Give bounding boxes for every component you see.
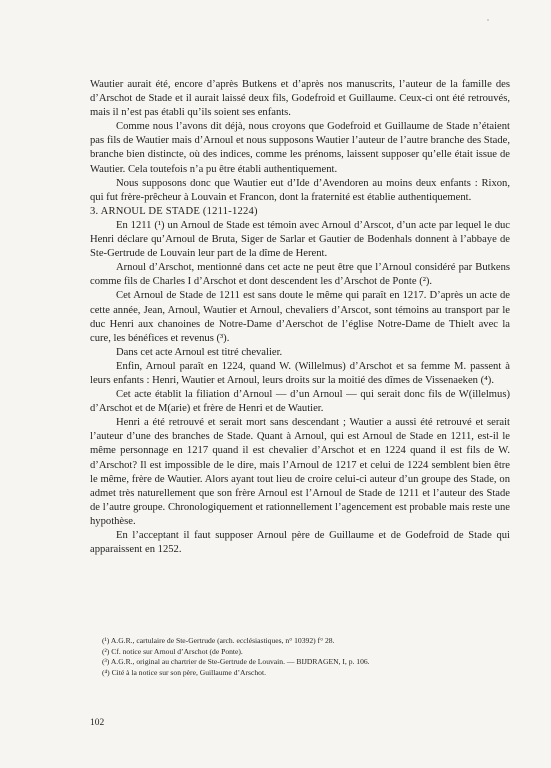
- paragraph: En 1211 (¹) un Arnoul de Stade est témoin avec Arnoul d’Arscot, d’un acte par lequel le duc Henri déclare qu’Arnoul de Bruta, Siger de Sarlar et Gautier de Bodenhals donnent à l’abbaye de Ste-Gertrude de Louvain leur part de la dîme de Herent.: [90, 219, 510, 260]
- paragraph: Henri a été retrouvé et serait mort sans descendant ; Wautier a aussi été retrouvé et serait l’auteur d’une des branches de Stade. Quant à Arnoul, qui est Arnoul de Stade en 1211, est-il le même personnage en 1217 quand il est chevalier d’Arschot et en 1224 quand il est fils de W. d’Arschot? Il est impossible de le dire, mais l’Arnoul de 1217 et celui de 1224 semblent bien être le même, frère de Wautier. Alors ayant tout lieu de croire celui-ci auteur d’un groupe des Stade, on admet très naturellement que son frère Arnoul est l’Arnoul de Stade de 1211 et l’auteur des Stade de l’autre groupe. Chronologiquement et rationnellement l’agencement est probable mais reste une hypothèse.: [90, 417, 510, 527]
- paragraph: Comme nous l’avons dit déjà, nous croyons que Godefroid et Guillaume de Stade n’étaient pas fils de Wautier mais d’Arnoul et nous supposons Wautier l’auteur de l’autre branche des Stade, branche bien distincte, où des indices, comme les prénoms, laissent supposer qu’elle était issue de Wautier. Cela toutefois n’a pu être établi authentiquement.: [90, 121, 510, 175]
- paragraph: En l’acceptant il faut supposer Arnoul père de Guillaume et de Godefroid de Stade qui apparaissent en 1252.: [90, 530, 510, 556]
- footnote: (³) A.G.R., original au chartrier de Ste-Gertrude de Louvain. — BIJDRAGEN, I, p. 106.: [102, 657, 370, 667]
- paragraph: Wautier aurait été, encore d’après Butkens et d’après nos manuscrits, l’auteur de la famille des d’Arschot de Stade et il aurait laissé deux fils, Godefroid et Guillaume. Ceux-ci ont été retrouvés, mais il n’est pas établi qu’ils soient ses enfants.: [90, 79, 510, 119]
- page-number: 102: [90, 718, 105, 728]
- footnotes: [90, 636, 510, 678]
- paragraph: Nous supposons donc que Wautier eut d’Ide d’Avendoren au moins deux enfants : Rixon, qui fut frère-prêcheur à Louvain et Francon, dont la fraternité est établie authentiquement.: [90, 177, 510, 203]
- paragraph: Arnoul d’Arschot, mentionné dans cet acte ne peut être que l’Arnoul considéré par Butkens comme fils de Charles I d’Arschot et dont descendent les d’Arschot de Ponte (²).: [90, 262, 510, 288]
- paragraph: Enfin, Arnoul paraît en 1224, quand W. (Willelmus) d’Arschot et sa femme M. passent à leurs enfants : Henri, Wautier et Arnoul, leurs droits sur la moitié des dîmes de Vissenaeken (⁴).: [90, 360, 510, 386]
- paragraph: Cet Arnoul de Stade de 1211 est sans doute le même qui paraît en 1217. D’après un acte de cette année, Jean, Arnoul, Wautier et Arnoul, chevaliers d’Arscot, sont témoins au transport par le duc Henri aux chanoines de Notre-Dame d’Aerschot de l’église Notre-Dame de Thielt avec la cure, les bénéfices et revenus (³).: [90, 290, 510, 344]
- footnote: (¹) A.G.R., cartulaire de Ste-Gertrude (arch. ecclésiastiques, n° 10392) f° 28.: [102, 636, 335, 645]
- paper-speck: [487, 19, 489, 21]
- footnote: (²) Cf. notice sur Arnoul d’Arschot (de Ponte).: [102, 646, 243, 656]
- section-heading: 3. ARNOUL DE STADE (1211-1224): [90, 205, 258, 217]
- footnote: (⁴) Cité à la notice sur son père, Guillaume d’Arschot.: [102, 667, 266, 677]
- body-text: [90, 78, 510, 557]
- paragraph: Cet acte établit la filiation d’Arnoul — d’un Arnoul — qui serait donc fils de W(illelmus) d’Arschot et de M(arie) et frère de Henri et de Wautier.: [90, 389, 510, 415]
- paragraph: Dans cet acte Arnoul est titré chevalier.: [116, 346, 283, 358]
